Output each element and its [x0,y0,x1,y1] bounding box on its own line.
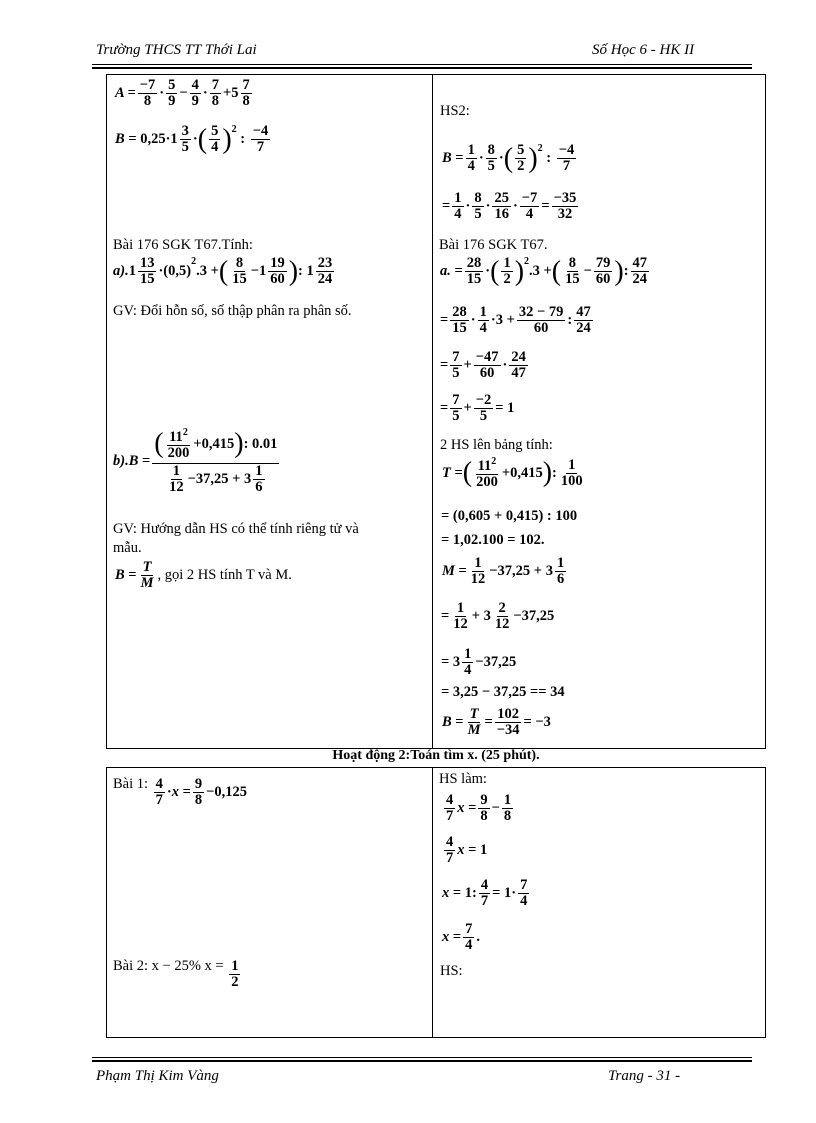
sol-m-4: = 3,25 − 37,25 == 34 [441,684,565,700]
hs2-label: HS2: [440,103,470,119]
hs-label: HS: [440,963,463,979]
formula-b: B = 0,25·1 $\frac{3}{5}$ · ( 5 4 ) 2 : −4 7 [115,123,269,156]
header-rule [92,64,752,69]
formula-b-tm: B = T M , gọi 2 HS tính T và M. [115,559,292,592]
column-divider-2 [432,767,433,1038]
bai1-step-2: 4 7 x = 1 [446,834,488,867]
footer-rule [92,1057,752,1062]
bai176-right: Bài 176 SGK T67. [439,237,548,253]
exercise-table-1 [106,74,766,749]
bai1-step-3: x = 1: 4 7 = 1· 7 4 [442,877,528,910]
sol-m-3: = 3 1 4 −37,25 [441,646,517,679]
bai2-problem: Bài 2: x − 25% x = 1 2 [113,958,239,991]
author-name: Phạm Thị Kim Vàng [96,1068,219,1084]
gv-note-1: GV: Đổi hỗn số, số thập phân ra phân số. [113,303,352,319]
column-divider [432,74,433,749]
formula-176a: a). 1 13 15 ·(0,5) 2 .3 + ( 8 15 −1 19 60 ) : 1 23 24 [113,255,333,288]
gv-note-3: , gọi 2 HS tính T và M. [157,567,292,584]
gv-note-2a: GV: Hướng dẫn HS có thể tính riêng tử và [113,521,359,537]
bai1-step-4: x = 7 4 . [442,921,481,954]
sol-176a-2: = 28 15 · 1 4 ·3 + 32 − 79 60 : 47 24 [440,304,591,337]
school-name: Trường THCS TT Thới Lai [96,42,257,58]
page-number: Trang - 31 - [608,1068,681,1084]
subject-title: Số Học 6 - HK II [592,42,695,58]
sol-176a-3: = 7 5 + −47 60 · 24 47 [440,349,526,382]
sol-b-final: B = T M = 102 −34 = −3 [442,706,551,739]
sol-m-1: M = 1 12 −37,25 + 3 1 6 [442,555,565,588]
bai1-step-1: 4 7 x = 9 8 − 1 8 [446,792,512,825]
sol-t-2: = (0,605 + 0,415) : 100 [441,508,578,524]
sol-176a-1: a. = 28 15 · ( 1 2 ) 2 .3 + ( 8 15 − 79 60 ) : 47 24 [440,255,648,288]
bai176-left: Bài 176 SGK T67.Tính: [113,237,253,253]
formula-a: A = $\frac{-7}{8}$ · 5 9 − 4 9 · 7 8 +5 7 8 [115,77,250,110]
sol-m-2: = 1 12 + 3 2 12 −37,25 [441,600,555,633]
section-heading: Hoạt động 2:Toán tìm x. (25 phút). [332,748,540,763]
formula-176b: b).B = ( $11^2$ 200 +0,415 ) : 0.01 1 12 −37,25 + 3 1 6 [113,427,278,496]
sol-176a-4: = 7 5 + −2 5 = 1 [440,392,515,425]
sol-t-1: T = ( $11^2$ 200 +0,415 ) : 1 100 [442,456,583,491]
hs-len-bang: 2 HS lên bảng tính: [440,437,553,453]
hs2-step-2: = 1 4 · 8 5 · 25 16 · −7 4 = −35 32 [442,190,577,223]
sol-t-3: = 1,02.100 = 102. [441,532,545,548]
bai1-problem: Bài 1: 4 7 · x = 9 8 −0,125 [113,776,248,809]
gv-note-2b: mẫu. [113,540,142,556]
hs-lam-label: HS làm: [439,771,487,787]
page-header [92,40,752,62]
hs2-step-1: B = 1 4 · 8 5 · ( 5 2 ) 2 : −4 7 [442,142,575,175]
